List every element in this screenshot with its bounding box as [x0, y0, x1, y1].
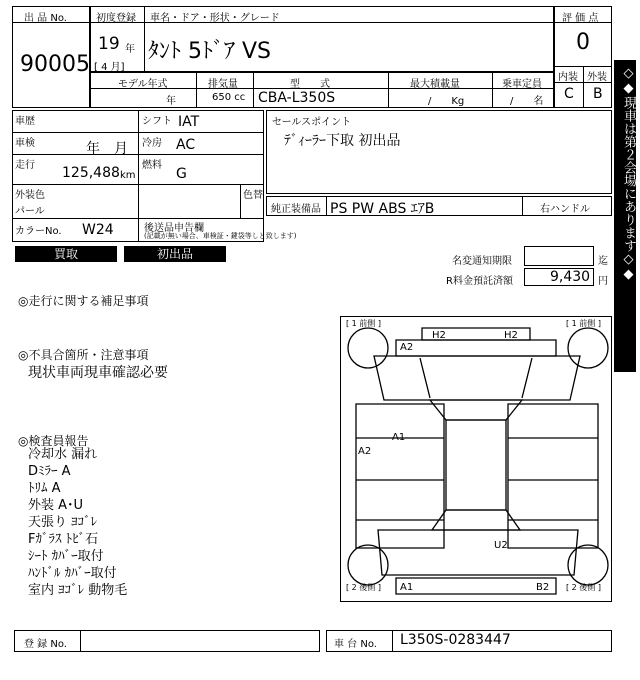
shift-value: IAT — [178, 114, 200, 130]
mark-left-side: A2 — [358, 446, 372, 457]
inspector-line: ﾊﾝﾄﾞﾙ ｶﾊﾞｰ取付 — [28, 566, 117, 581]
defects-text: 現状車両現車確認必要 — [28, 365, 168, 381]
inspector-line: 冷却水 漏れ — [28, 447, 98, 462]
exterior-label: 外装 — [587, 72, 607, 83]
shaken-label: 車検 — [15, 138, 35, 149]
car-diagram — [340, 316, 612, 602]
mark-rear-right: B2 — [536, 582, 550, 593]
chassis-label: 車 台 No. — [334, 639, 377, 650]
inspector-line: Dﾐﾗｰ A — [28, 464, 71, 479]
first-listing-label: 初出品 — [124, 246, 226, 262]
recycle-value: 9,430 — [550, 269, 591, 285]
mark-left-door: A1 — [392, 432, 406, 443]
lot-label: 出 品 No. — [24, 13, 67, 24]
inspector-line: 天張り ﾖｺﾞﾚ — [28, 515, 98, 530]
rear-right-label: [ 2 後側 ] — [566, 583, 601, 592]
history-label: 車歴 — [15, 116, 35, 127]
mark-headlight-left: H2 — [432, 330, 446, 341]
shift-label: シフト — [142, 116, 172, 127]
model-year-value: 年 — [166, 96, 176, 107]
displacement-label: 排気量 — [208, 79, 238, 90]
exterior-grade: B — [593, 86, 603, 102]
exterior-color-value: パール — [15, 206, 45, 217]
year-unit: 年 — [125, 44, 135, 55]
reg-month: [ 4 月] — [94, 62, 125, 73]
model-year-label: モデル年式 — [118, 79, 168, 90]
eval-score: 0 — [576, 30, 590, 55]
mark-front-bumper: A2 — [400, 342, 414, 353]
interior-label: 内装 — [558, 72, 578, 83]
equipment-label: 純正装備品 — [271, 204, 321, 215]
mileage-unit: km — [120, 170, 136, 181]
chassis-value: L350S-0283447 — [400, 632, 511, 648]
inspector-line: ｼｰﾄ ｶﾊﾞｰ取付 — [28, 549, 104, 564]
color-change-label: 色替 — [243, 190, 263, 201]
car-label: 車名・ドア・形状・グレード — [150, 13, 280, 24]
inspector-lines — [28, 446, 127, 599]
side-banner-text: ◇◆現車は第２会場にあります◇◆ — [621, 66, 636, 282]
mark-headlight-right: H2 — [504, 330, 518, 341]
front-right-label: [ 1 前側 ] — [566, 319, 601, 328]
mark-rear-gate: U2 — [494, 540, 508, 551]
color-no-value: W24 — [82, 222, 114, 238]
handle-value: 右ハンドル — [540, 204, 590, 215]
deadline-label: 名変通知期限 — [452, 256, 512, 267]
max-load-value: / Kg — [428, 96, 465, 107]
exterior-color-label: 外装色 — [15, 190, 45, 201]
reg-year: 19 — [98, 34, 120, 54]
front-left-label: [ 1 前側 ] — [346, 319, 381, 328]
inspector-line: ﾄﾘﾑ A — [28, 481, 61, 496]
color-no-label: カラーNo. — [15, 226, 62, 237]
reg-no-label: 登 録 No. — [24, 639, 67, 650]
mileage-label: 走行 — [15, 160, 35, 171]
inspector-line: Fｶﾞﾗｽ ﾄﾋﾞ石 — [28, 532, 99, 547]
shaken-value: 年 月 — [86, 141, 128, 157]
max-load-label: 最大積載量 — [410, 79, 460, 90]
ac-label: 冷房 — [142, 138, 162, 149]
deadline-unit: 迄 — [598, 256, 608, 267]
recycle-unit: 円 — [598, 276, 608, 287]
inspector-line: 室内 ﾖｺﾞﾚ 動物毛 — [28, 583, 128, 598]
lot-number: 90005 — [20, 52, 90, 77]
ac-value: AC — [176, 137, 196, 153]
capacity-value: / 名 — [510, 96, 544, 107]
mileage-value: 125,488 — [62, 165, 120, 181]
equipment-value: PS PW ABS ｴｱB — [330, 201, 435, 217]
rear-left-label: [ 2 後側 ] — [346, 583, 381, 592]
sales-point-label: セールスポイント — [272, 117, 352, 128]
fuel-value: G — [176, 166, 187, 182]
deadline-value-box — [524, 246, 594, 266]
inspector-title: ◎検査員報告 — [18, 434, 89, 448]
driving-notes-title: ◎走行に関する補足事項 — [18, 294, 149, 308]
aftermarket-note: (記載が無い場合、車検証・鍵袋等しと致します) — [144, 232, 297, 240]
eval-label: 評 価 点 — [562, 13, 599, 24]
mark-rear-left: A1 — [400, 582, 414, 593]
buy-label: 買取 — [15, 246, 117, 262]
car-name: ﾀﾝﾄ 5ﾄﾞｱ VS — [148, 39, 271, 64]
type-label: 型 式 — [290, 79, 330, 90]
recycle-label: R料金預託済額 — [446, 276, 513, 287]
aftermarket-label: 後送品申告欄 — [144, 223, 204, 234]
reg-label: 初度登録 — [96, 13, 136, 24]
displacement-value: 650 cc — [212, 92, 246, 103]
defects-title: ◎不具合箇所・注意事項 — [18, 348, 149, 362]
type-value: CBA-L350S — [258, 90, 336, 106]
interior-grade: C — [564, 86, 574, 102]
fuel-label: 燃料 — [142, 160, 162, 171]
inspector-line: 外装 A･U — [28, 498, 84, 513]
sales-point-value: ﾃﾞｨｰﾗｰ下取 初出品 — [284, 133, 401, 149]
capacity-label: 乗車定員 — [502, 79, 542, 90]
